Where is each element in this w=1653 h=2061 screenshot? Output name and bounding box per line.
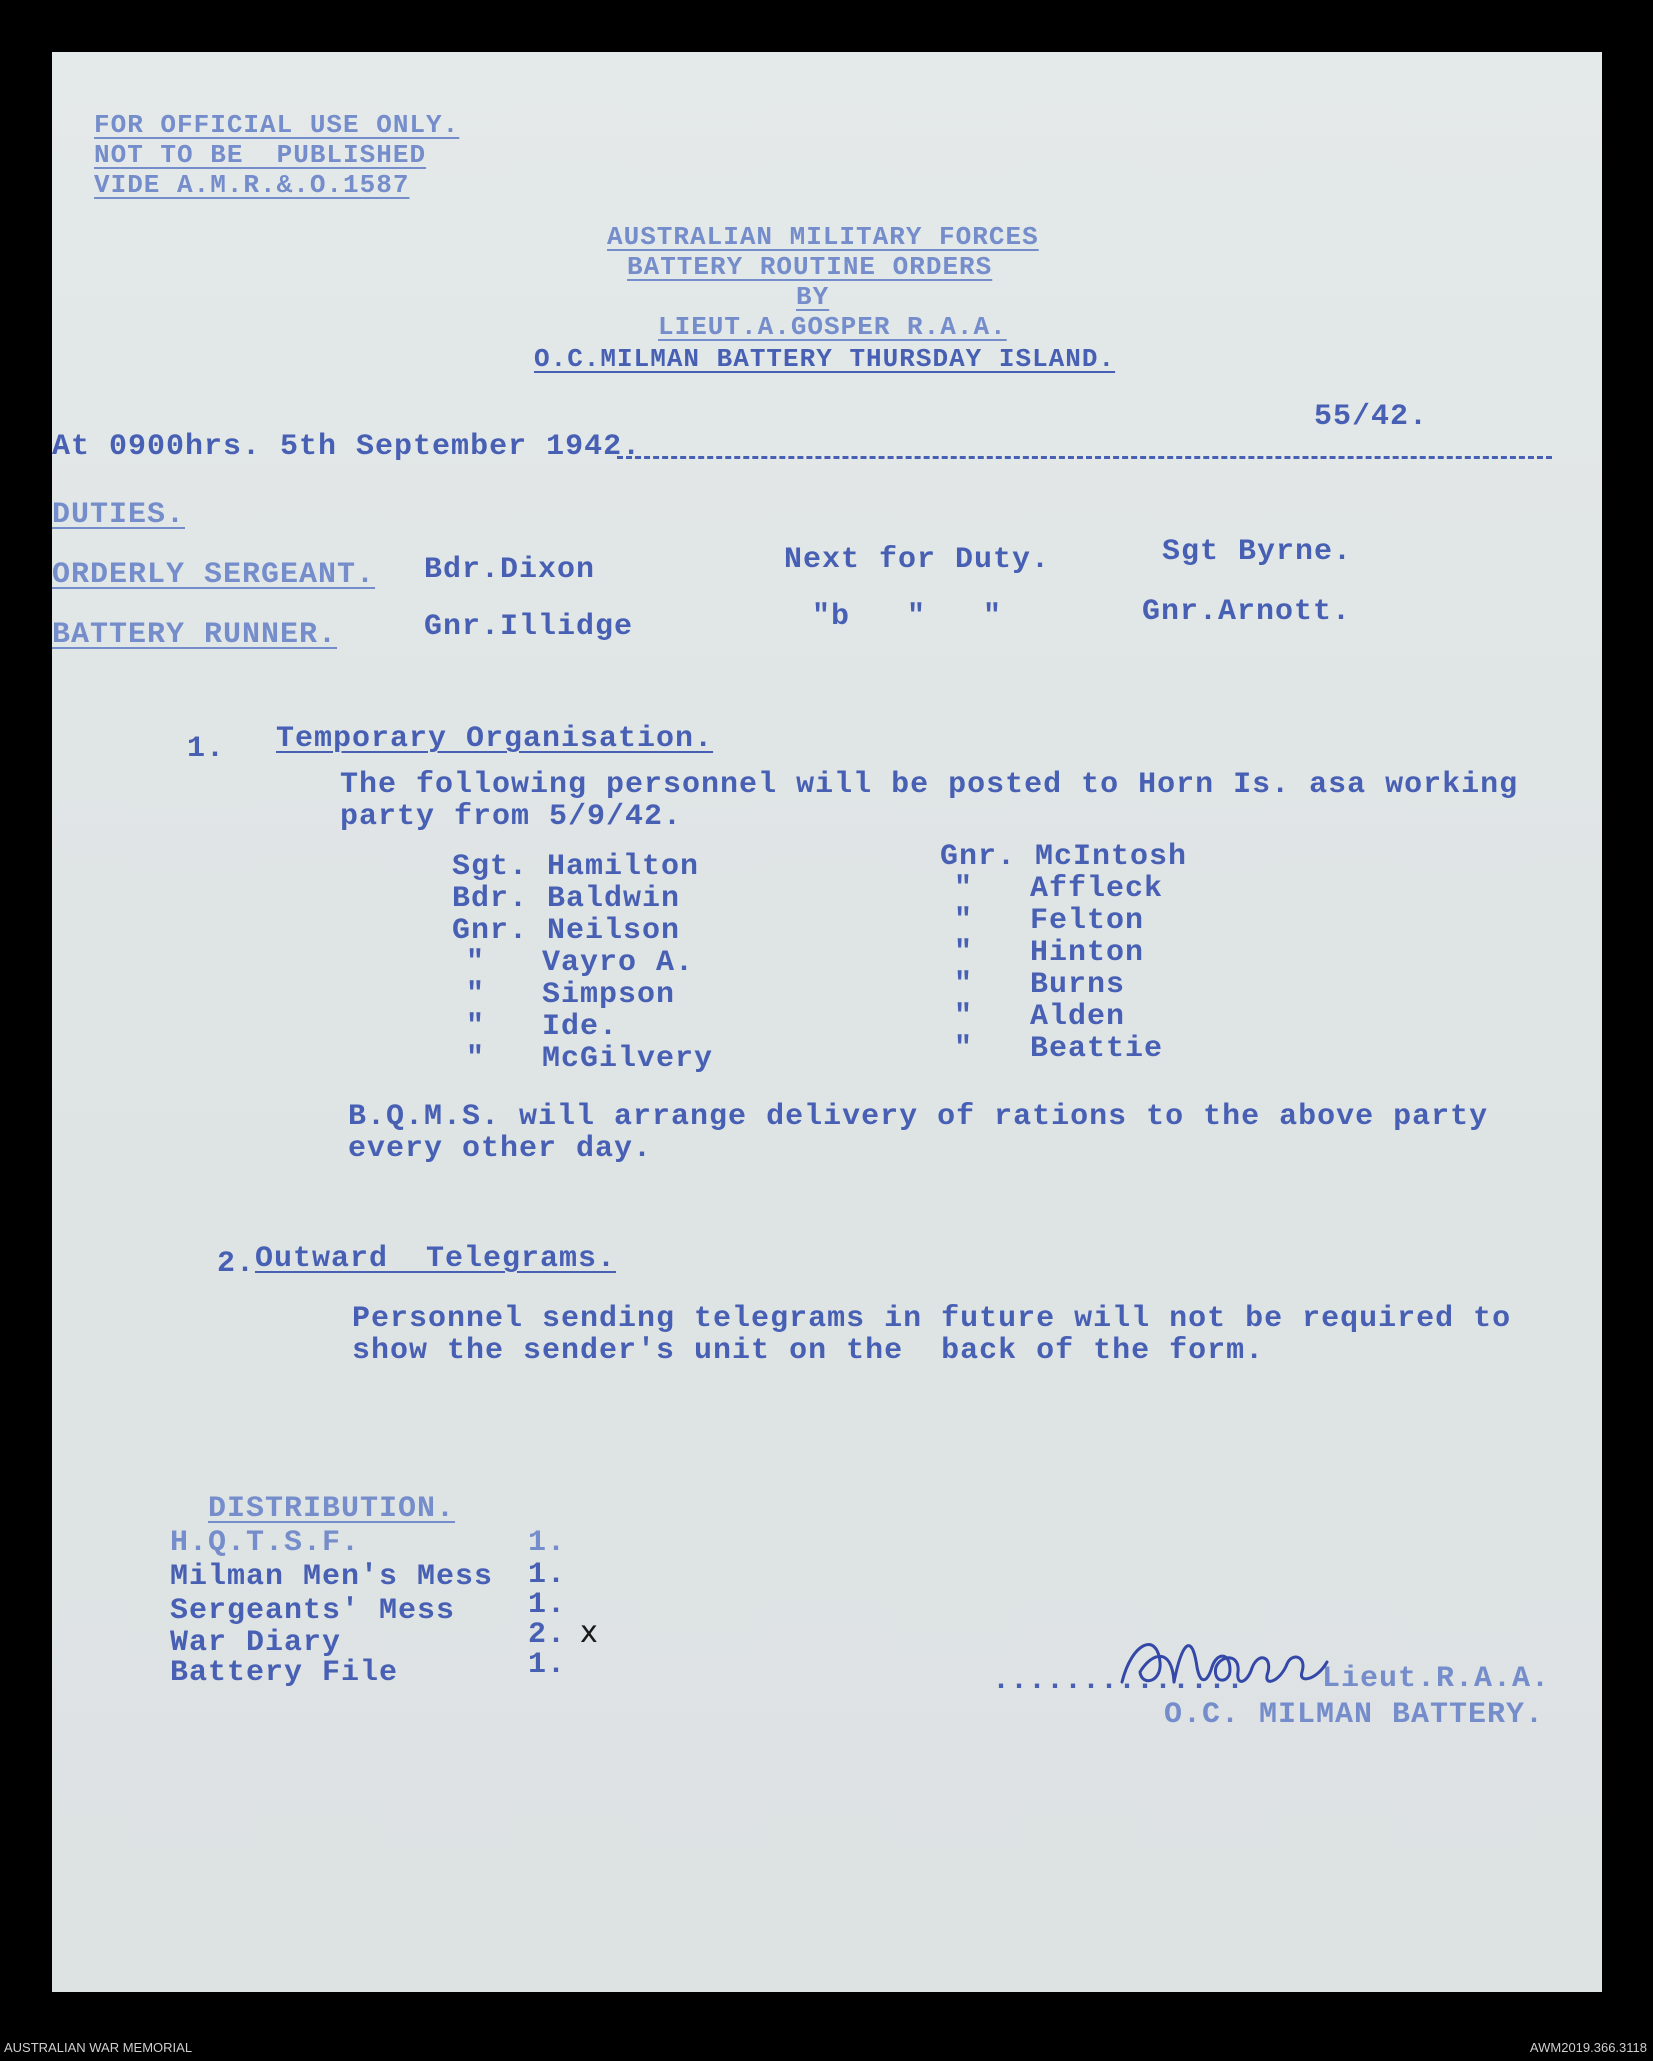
footer-left: AUSTRALIAN WAR MEMORIAL xyxy=(4,2040,193,2055)
distribution-count: 2. xyxy=(528,1618,567,1652)
heading-line-5: O.C.MILMAN BATTERY THURSDAY ISLAND. xyxy=(534,344,1116,374)
distribution-count: 1. xyxy=(528,1558,567,1592)
distribution-name: Milman Men's Mess xyxy=(170,1560,494,1594)
personnel-item: " Alden xyxy=(954,1000,1126,1034)
date-rule xyxy=(617,456,1552,459)
stamp-line-1: FOR OFFICIAL USE ONLY. xyxy=(94,110,460,140)
distribution-name: H.Q.T.S.F. xyxy=(170,1526,361,1560)
duty-name-2: Gnr.Illidge xyxy=(424,610,634,644)
section-2-para-line-2: show the sender's unit on the back of the form. xyxy=(352,1334,1265,1368)
duty-role-1: ORDERLY SERGEANT. xyxy=(52,558,376,592)
personnel-item: " Felton xyxy=(954,904,1145,938)
heading-line-3: BY xyxy=(796,282,830,312)
distribution-count: 1. xyxy=(528,1588,567,1622)
section-1-number: 1. xyxy=(187,732,226,766)
section-2-number: 2. xyxy=(217,1247,256,1281)
duty-role-2: BATTERY RUNNER. xyxy=(52,618,338,652)
section-2-para-line-1: Personnel sending telegrams in future will not be required to xyxy=(352,1302,1512,1336)
personnel-item: " Ide. xyxy=(466,1010,619,1044)
section-2-title: Outward Telegrams. xyxy=(255,1242,617,1276)
section-1-para-line-1: The following personnel will be posted to Horn Is. asa working xyxy=(340,768,1519,802)
personnel-item: " McGilvery xyxy=(466,1042,714,1076)
duty-next-label-2: "b " " xyxy=(812,600,1003,634)
distribution-name: War Diary xyxy=(170,1626,342,1660)
duty-next-name-1: Sgt Byrne. xyxy=(1162,535,1353,569)
section-1-para-line-2: party from 5/9/42. xyxy=(340,800,683,834)
personnel-item: Gnr. McIntosh xyxy=(940,840,1188,874)
footer-right: AWM2019.366.3118 xyxy=(1529,2040,1647,2055)
handwritten-mark: x xyxy=(580,1615,599,1650)
personnel-item: " Simpson xyxy=(466,978,676,1012)
personnel-item: " Beattie xyxy=(954,1032,1164,1066)
distribution-name: Battery File xyxy=(170,1656,399,1690)
stamp-line-2: NOT TO BE PUBLISHED xyxy=(94,140,427,170)
personnel-item: " Hinton xyxy=(954,936,1145,970)
personnel-item: Gnr. Neilson xyxy=(452,914,681,948)
distribution-name: Sergeants' Mess xyxy=(170,1594,456,1628)
section-1-after-line-2: every other day. xyxy=(348,1132,653,1166)
heading-line-1: AUSTRALIAN MILITARY FORCES xyxy=(607,222,1039,252)
date-line: At 0900hrs. 5th September 1942. xyxy=(52,430,642,464)
handwritten-signature xyxy=(1112,1612,1372,1702)
stamp-line-3: VIDE A.M.R.&.O.1587 xyxy=(94,170,410,200)
duty-next-label-1: Next for Duty. xyxy=(784,543,1051,577)
personnel-item: Sgt. Hamilton xyxy=(452,850,700,884)
order-number: 55/42. xyxy=(1314,400,1429,434)
signature-rank: Lieut.R.A.A. xyxy=(1322,1662,1551,1696)
document-page xyxy=(52,52,1602,1992)
personnel-item: " Vayro A. xyxy=(466,946,695,980)
distribution-count: 1. xyxy=(528,1526,567,1560)
personnel-item: " Affleck xyxy=(954,872,1164,906)
duties-title: DUTIES. xyxy=(52,498,186,532)
signature-office: O.C. MILMAN BATTERY. xyxy=(1164,1698,1545,1732)
section-1-after-line-1: B.Q.M.S. will arrange delivery of rations to the above party xyxy=(348,1100,1489,1134)
duty-next-name-2: Gnr.Arnott. xyxy=(1142,595,1352,629)
personnel-item: Bdr. Baldwin xyxy=(452,882,681,916)
distribution-title: DISTRIBUTION. xyxy=(208,1492,456,1526)
section-1-title: Temporary Organisation. xyxy=(276,722,714,756)
signature-dots: .............. xyxy=(992,1664,1245,1698)
personnel-item: " Burns xyxy=(954,968,1126,1002)
heading-line-2: BATTERY ROUTINE ORDERS xyxy=(627,252,993,282)
heading-line-4: LIEUT.A.GOSPER R.A.A. xyxy=(658,312,1007,342)
duty-name-1: Bdr.Dixon xyxy=(424,553,596,587)
distribution-count: 1. xyxy=(528,1648,567,1682)
